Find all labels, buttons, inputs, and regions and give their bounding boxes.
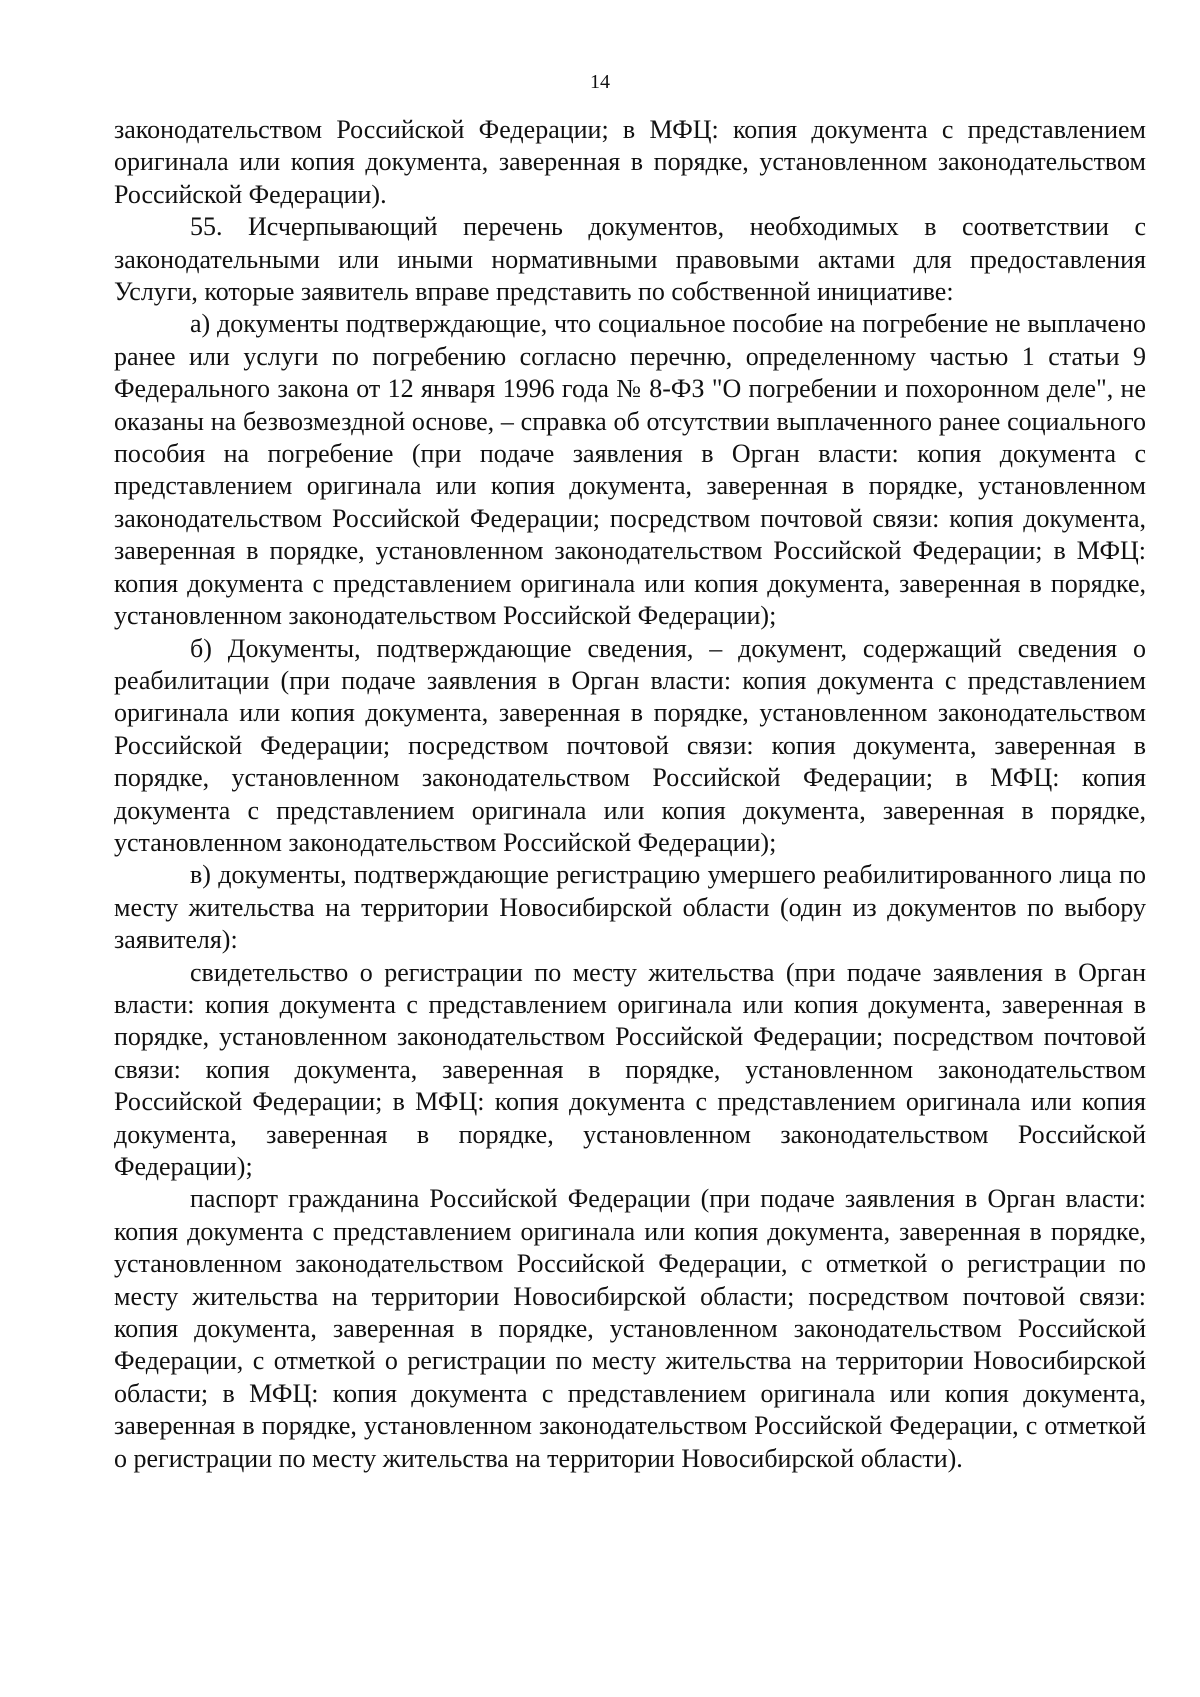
paragraph-registration-certificate: свидетельство о регистрации по месту жительства (при подаче заявления в Орган власти: копия документа с представлением оригинала или копия документа, заверенная в порядке, установленном законодательством Российской Федерации; посредством почтовой связи: копия документа, заверенная в порядке, установленном законодательством Российской Федерации; в МФЦ: копия документа с представлением оригинала или копия документа, заверенная в порядке, установленном законодательством Российской Федерации);	[114, 957, 1146, 1181]
paragraph-continuation: законодательством Российской Федерации; в МФЦ: копия документа с представлением оригинала или копия документа, заверенная в порядке, установленном законодательством Российской Федерации).	[114, 115, 1146, 209]
paragraph-subitem-a: а) документы подтверждающие, что социальное пособие на погребение не выплачено ранее или услуги по погребению согласно перечню, определенному частью 1 статьи 9 Федерального закона от 12 января 1996 года № 8-ФЗ "О погребении и похоронном деле", не оказаны на безвозмездной основе, – справка об отсутствии выплаченного ранее социального пособия на погребение (при подаче заявления в Орган власти: копия документа с представлением оригинала или копия документа, заверенная в порядке, установленном законодательством Российской Федерации; посредством почтовой связи: копия документа, заверенная в порядке, установленном законодательством Российской Федерации; в МФЦ: копия документа с представлением оригинала или копия документа, заверенная в порядке, установленном законодательством Российской Федерации);	[114, 309, 1146, 631]
paragraph-subitem-b: б) Документы, подтверждающие сведения, – документ, содержащий сведения о реабилитации (при подаче заявления в Орган власти: копия документа с представлением оригинала или копия документа, заверенная в порядке, установленном законодательством Российской Федерации; посредством почтовой связи: копия документа, заверенная в порядке, установленном законодательством Российской Федерации; в МФЦ: копия документа с представлением оригинала или копия документа, заверенная в порядке, установленном законодательством Российской Федерации);	[114, 633, 1146, 857]
paragraph-subitem-v: в) документы, подтверждающие регистрацию умершего реабилитированного лица по месту жительства на территории Новосибирской области (один из документов по выбору заявителя):	[114, 860, 1146, 955]
page-number: 14	[590, 71, 610, 93]
document-body	[114, 114, 1146, 1475]
paragraph-item-55: 55. Исчерпывающий перечень документов, необходимых в соответствии с законодательными или иными нормативными правовыми актами для предоставления Услуги, которые заявитель вправе представить по собственной инициативе:	[114, 212, 1146, 307]
paragraph-passport: паспорт гражданина Российской Федерации (при подаче заявления в Орган власти: копия документа с представлением оригинала или копия документа, заверенная в порядке, установленном законодательством Российской Федерации, с отметкой о регистрации по месту жительства на территории Новосибирской области; посредством почтовой связи: копия документа, заверенная в порядке, установленном законодательством Российской Федерации, с отметкой о регистрации по месту жительства на территории Новосибирской области; в МФЦ: копия документа с представлением оригинала или копия документа, заверенная в порядке, установленном законодательством Российской Федерации, с отметкой о регистрации по месту жительства на территории Новосибирской области).	[114, 1184, 1146, 1473]
